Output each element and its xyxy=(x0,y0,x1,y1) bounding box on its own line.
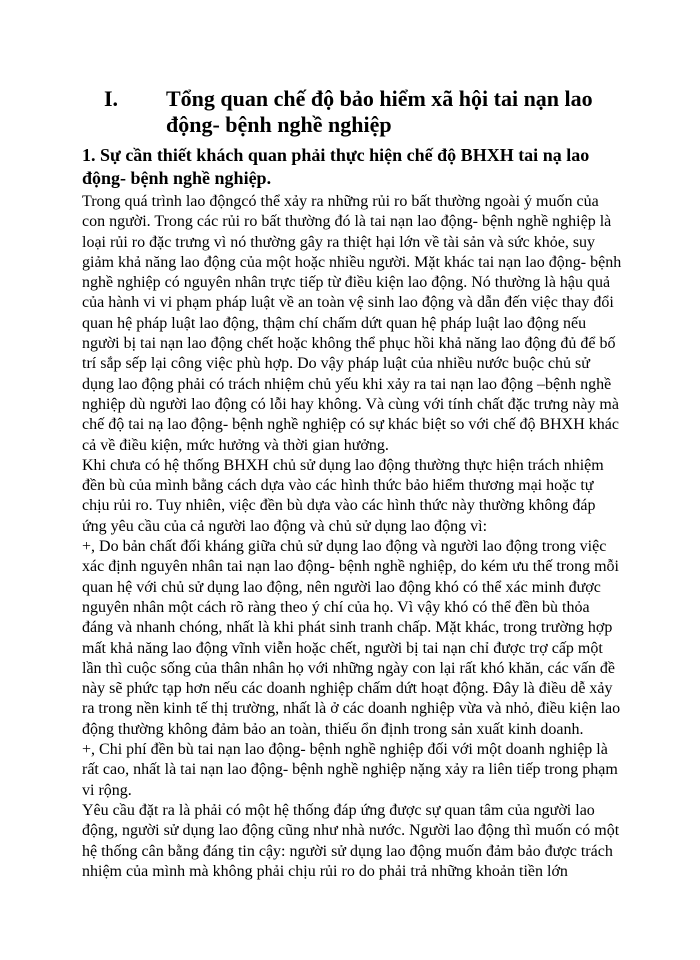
paragraph: Trong quá trình lao độngcó thể xảy ra những rủi ro bất thường ngoài ý muốn của con người. Trong các rủi ro bất thường đó là tai nạn lao động- bệnh nghề nghiệp là loại rủi ro đặc trưng vì nó thường gây ra thiệt hại lớn về tài sản và sức khỏe, suy giảm khả năng lao động của một hoặc nhiều người. Mặt khác tai nạn lao động- bệnh nghề nghiệp có nguyên nhân trực tiếp từ điều kiện lao động. Nó thường là hậu quả của hành vi vi phạm pháp luật về an toàn vệ sinh lao động và dẫn đến việc thay đổi quan hệ pháp luật lao động, thậm chí chấm dứt quan hệ pháp luật lao động nếu người bị tai nạn lao động chết hoặc không thể phục hồi khả năng lao động đủ để bố trí sắp sếp lại công việc phù hợp. Do vậy pháp luật của nhiều nước buộc chủ sử dụng lao động phải có trách nhiệm chủ yếu khi xảy ra tai nạn lao động –bệnh nghề nghiệp dù người lao động có lỗi hay không. Và cùng với tính chất đặc trưng này mà chế độ tai nạ lao động- bệnh nghề nghiệp có sự khác biệt so với chế độ BHXH khác cả về điều kiện, mức hưởng và thời gian hưởng. xyxy=(82,193,622,454)
paragraph: Yêu cầu đặt ra là phải có một hệ thống đáp ứng được sự quan tâm của người lao động, người sử dụng lao động cũng như nhà nước. Người lao động thì muốn có một hệ thống cân bằng đáng tin cậy: người sử dụng lao động muốn đảm bảo được trách nhiệm của mình mà không phải chịu rủi ro do phải trả những khoản tiền lớn xyxy=(82,801,620,880)
document-page xyxy=(82,86,622,882)
section-title: Tổng quan chế độ bảo hiểm xã hội tai nạn lao động- bệnh nghề nghiệp xyxy=(166,86,593,137)
paragraph: Khi chưa có hệ thống BHXH chủ sử dụng lao động thường thực hiện trách nhiệm đền bù của mình bằng cách dựa vào các hình thức bảo hiểm thương mại hoặc tự chịu rủi ro. Tuy nhiên, việc đền bù dựa vào các hình thức này thường không đáp ứng yêu cầu của cả người lao động và chủ sử dụng lao động vì: xyxy=(82,456,604,535)
subsection-title: 1. Sự cần thiết khách quan phải thực hiện chế độ BHXH tai nạ lao động- bệnh nghề nghiệp. xyxy=(82,145,590,188)
section-heading xyxy=(82,86,622,138)
paragraph: +, Chi phí đền bù tai nạn lao động- bệnh nghề nghiệp đối với một doanh nghiệp là rất cao, nhất là tai nạn lao động- bệnh nghề nghiệp nặng xảy ra liên tiếp trong phạm vi rộng. xyxy=(82,741,618,799)
paragraph: +, Do bản chất đối kháng giữa chủ sử dụng lao động và người lao động trong việc xác định nguyên nhân tai nạn lao động- bệnh nghề nghiệp, do kém ưu thế trong mỗi quan hệ với chủ sử dụng lao động, nên người lao động khó có thể xác minh được nguyên nhân một cách rõ ràng theo ý chí của họ. Vì vậy khó có thể đền bù thỏa đáng và nhanh chóng, nhất là khi phát sinh tranh chấp. Mặt khác, trong trường hợp mất khả năng lao động vĩnh viễn hoặc chết, người bị tai nạn chỉ được trợ cấp một lần thì cuộc sống của thân nhân họ với những ngày con lại rất khó khăn, các vấn đề này sẽ phức tạp hơn nếu các doanh nghiệp chấm dứt hoạt động. Đây là điều dễ xảy ra trong nền kinh tế thị trường, nhất là ở các doanh nghiệp vừa và nhỏ, điều kiện lao động thường không đảm bảo an toàn, thiếu ổn định trong sản xuất kinh doanh. xyxy=(82,538,621,738)
section-number: I. xyxy=(104,86,119,111)
